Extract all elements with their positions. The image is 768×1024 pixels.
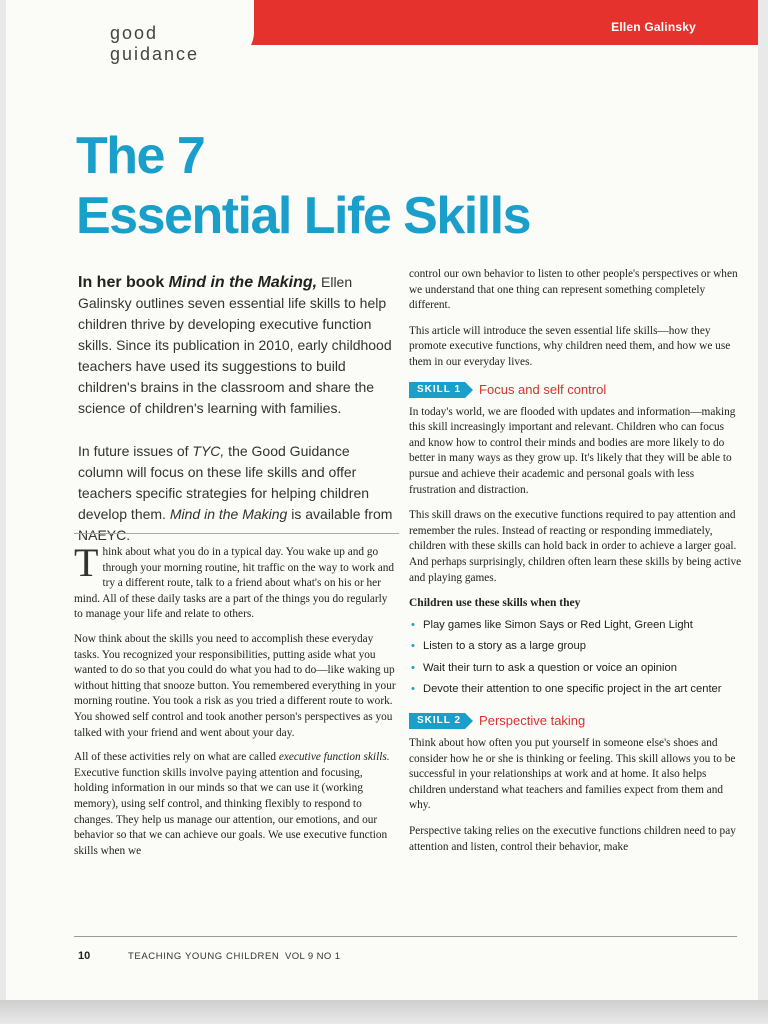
skill-1-list-heading: Children use these skills when they — [409, 597, 581, 610]
list-item — [409, 682, 743, 698]
skill-2-paragraph-2: Perspective taking relies on the executive functions children need to pay attention and listen, control their behavior, make — [409, 825, 736, 853]
section-tag-label: good guidance — [110, 23, 200, 64]
list-item — [409, 639, 743, 655]
author-name: Ellen Galinsky — [611, 20, 696, 34]
intro-divider — [74, 533, 399, 534]
intro2-text-c: is available from NAEYC. — [78, 506, 393, 543]
issue-volume: VOL 9 NO 1 — [285, 951, 341, 962]
magazine-page — [6, 0, 758, 1000]
intro2-tyc: TYC, — [192, 443, 225, 459]
intro2-book-title: Mind in the Making — [169, 506, 288, 522]
skill-2-badge: SKILL 2 — [409, 713, 465, 729]
list-item-text: Wait their turn to ask a question or voice an opinion — [423, 661, 677, 674]
scan-edge — [0, 1000, 768, 1024]
skill-1-badge: SKILL 1 — [409, 382, 465, 398]
skill-1-title: Focus and self control — [479, 381, 607, 397]
right-paragraph-1: control our own behavior to listen to other people's perspectives or when we understand that one thing can represent something completely different. — [409, 268, 738, 312]
skill-1-heading — [409, 381, 743, 399]
right-column-body — [409, 267, 743, 865]
bullet-icon: • — [411, 618, 415, 631]
skill-2-heading — [409, 712, 743, 730]
skill-1-paragraph-2: This skill draws on the executive functions required to pay attention and remember the rules. Instead of reacting or responding immediately, children with these skills can hold back in order to achieve a larger goal. And perhaps surprisingly, children often learn these skills by being active and playing games. — [409, 509, 742, 584]
list-item — [409, 661, 743, 677]
list-item-text: Listen to a story as a large group — [423, 640, 586, 653]
publication-name: TEACHING YOUNG CHILDREN — [128, 951, 280, 962]
drop-cap: T — [74, 540, 99, 585]
article-title — [76, 126, 636, 246]
skill-2-title: Perspective taking — [479, 713, 586, 729]
body-paragraph-3-a: All of these activities rely on what are called — [74, 751, 279, 764]
intro-paragraph-2 — [78, 441, 398, 546]
body-paragraph-1 — [74, 540, 399, 623]
skill-1-paragraph-1: In today's world, we are flooded with updates and information—making this skill increasingly important and relevant. Children who can focus and know how to control their minds and bodies are more likely to do better in many ways as they grow up. It's likely that they will be able to pursue and achieve their academic and personal goals with less frustration and distraction. — [409, 405, 736, 496]
intro-book-title: Mind in the Making, — [168, 274, 318, 291]
body-paragraph-3-em: executive function skills. — [278, 751, 390, 764]
skill-1-arrow-icon — [465, 382, 473, 398]
intro-paragraph-1 — [78, 272, 398, 419]
body-paragraph-3 — [74, 750, 399, 859]
list-item — [409, 618, 743, 634]
skill-1-list — [409, 618, 743, 698]
body-paragraph-2: Now think about the skills you need to accomplish these everyday tasks. You recognized your responsibilities, putting aside what you wanted to do so that you could do what you had to do—like waking up without hitting that snooze button. You remembered everything in your morning routine. You took a risk as you tried a different route to work. You showed self control and took another person's perspectives as you talked with your friend and went about your day. — [74, 632, 396, 739]
skill-2-paragraph-1: Think about how often you put yourself in someone else's shoes and consider how he or she is thinking or feeling. This skill allows you to be successful in your relationships at work and at home. It also helps children understand what teachers and families expect from them and why. — [409, 737, 736, 812]
bullet-icon: • — [411, 683, 415, 696]
bullet-icon: • — [411, 640, 415, 653]
body-paragraph-3-b: Executive function skills involve paying attention and focusing, holding information in our minds so that we can use it (working memory), using self control, and thinking flexibly to respond to changes. They help us manage our attention, our emotions, and our behavior so that we can achieve our goals. We use executive function skills when we — [74, 766, 388, 857]
list-item-text: Play games like Simon Says or Red Light, Green Light — [423, 618, 693, 631]
title-line-1: The 7 — [76, 127, 205, 185]
skill-2-arrow-icon — [465, 713, 473, 729]
intro2-text-b: the Good Guidance column will focus on these life skills and offer teachers specific strategies for helping children develop them. — [78, 443, 370, 522]
page-number: 10 — [78, 950, 91, 962]
section-tag — [6, 0, 254, 62]
intro-lead: In her book — [78, 274, 169, 291]
right-paragraph-2: This article will introduce the seven essential life skills—how they promote executive functions, why children need them, and how we use them in our everyday lives. — [409, 324, 731, 368]
bullet-icon: • — [411, 661, 415, 674]
intro2-text-a: In future issues of — [78, 443, 193, 459]
list-item-text: Devote their attention to one specific project in the art center — [423, 683, 722, 696]
title-line-2: Essential Life Skills — [76, 187, 531, 245]
body-paragraph-1-text: hink about what you do in a typical day. You wake up and go through your morning routine, hit traffic on the way to work and try a different route, talk to a friend about what's on his or her mind. All of these daily tasks are a part of the things you do regularly to manage your life and relate to others. — [74, 546, 395, 621]
left-column-body — [74, 540, 399, 868]
intro-text: Ellen Galinsky outlines seven essential life skills to help children thrive by developing executive function skills. Since its publication in 2010, early childhood teachers have used its suggestions to build children's brains in the classroom and share the science of children's learning with families. — [78, 274, 392, 416]
footer-divider — [74, 936, 737, 937]
